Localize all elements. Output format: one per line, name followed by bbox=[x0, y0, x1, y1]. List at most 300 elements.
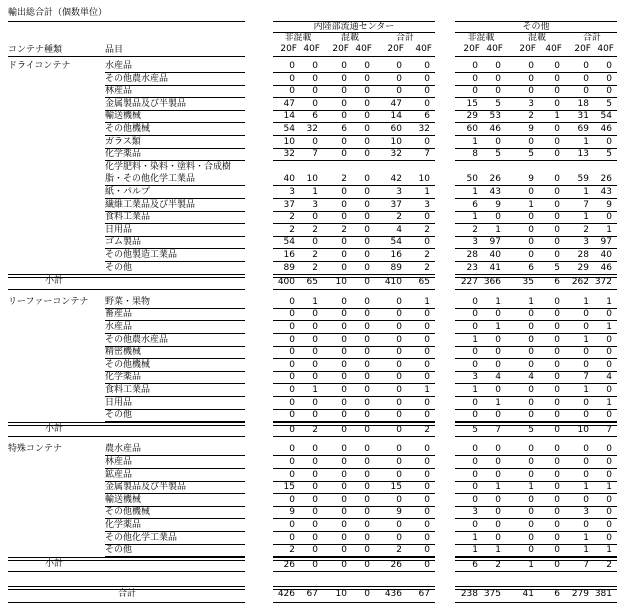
other-value: 0 bbox=[554, 73, 560, 84]
inland-size-header: 40F bbox=[355, 44, 372, 54]
inland-value: 0 bbox=[341, 347, 347, 358]
inland-value: 0 bbox=[341, 444, 347, 455]
row-rule bbox=[455, 56, 617, 57]
subtotal-label: 小計 bbox=[45, 276, 64, 287]
item-label: 金属製品及び半製品 bbox=[105, 98, 187, 109]
inland-value: 0 bbox=[341, 359, 347, 370]
other-value: 0 bbox=[528, 86, 534, 97]
item-label: その他 bbox=[105, 262, 133, 273]
inland-value: 0 bbox=[341, 469, 347, 480]
other-value: 0 bbox=[554, 322, 560, 332]
inland-value: 0 bbox=[289, 61, 295, 71]
inland-value: 0 bbox=[396, 309, 402, 320]
inland-value: 0 bbox=[396, 73, 402, 84]
inland-value: 2 bbox=[312, 224, 318, 235]
inland-value: 10 bbox=[283, 136, 295, 147]
other-size-header: 20F bbox=[519, 44, 536, 54]
other-value: 7 bbox=[583, 199, 589, 210]
other-value: 0 bbox=[472, 61, 478, 71]
other-value: 0 bbox=[554, 359, 560, 370]
other-value: 1 bbox=[583, 482, 589, 493]
inland-subtotal-value: 0 bbox=[396, 424, 402, 435]
other-value: 0 bbox=[472, 347, 478, 358]
inland-value: 2 bbox=[424, 262, 430, 273]
item-label: その他機械 bbox=[105, 359, 151, 370]
row-rule bbox=[273, 320, 435, 321]
inland-mixed-header: 混載 bbox=[340, 33, 359, 43]
other-value: 50 bbox=[466, 174, 478, 185]
other-value: 0 bbox=[528, 61, 534, 71]
other-value: 6 bbox=[472, 199, 478, 210]
inland-value: 0 bbox=[289, 520, 295, 530]
inland-value: 0 bbox=[289, 73, 295, 84]
other-value: 41 bbox=[489, 262, 501, 273]
other-subtotal-value: 5 bbox=[472, 424, 478, 435]
inland-value: 0 bbox=[312, 86, 318, 97]
inland-value: 0 bbox=[312, 457, 318, 467]
inland-value: 0 bbox=[364, 457, 370, 467]
other-value: 4 bbox=[495, 372, 501, 383]
inland-value: 0 bbox=[424, 73, 430, 84]
inland-value: 2 bbox=[424, 224, 430, 235]
inland-value: 0 bbox=[312, 372, 318, 383]
group-header-other: その他 bbox=[522, 22, 550, 32]
other-value: 1 bbox=[583, 296, 589, 307]
inland-value: 0 bbox=[396, 372, 402, 383]
other-value: 4 bbox=[528, 372, 534, 383]
other-value: 0 bbox=[528, 224, 534, 235]
inland-value: 0 bbox=[364, 507, 370, 518]
other-value: 28 bbox=[466, 250, 478, 260]
item-label: 鉱産品 bbox=[105, 469, 133, 480]
other-value: 1 bbox=[583, 212, 589, 223]
inland-value: 1 bbox=[424, 187, 430, 197]
other-value: 1 bbox=[495, 397, 501, 408]
inland-value: 2 bbox=[289, 545, 295, 556]
other-value: 53 bbox=[489, 111, 501, 122]
inland-subtotal-value: 26 bbox=[283, 559, 295, 570]
double-rule bbox=[8, 274, 245, 278]
inland-total-header: 合計 bbox=[395, 33, 414, 43]
inland-value: 0 bbox=[341, 322, 347, 332]
item-label: その他製造工業品 bbox=[105, 250, 178, 260]
item-label: 日用品 bbox=[105, 397, 133, 408]
inland-value: 0 bbox=[289, 296, 295, 307]
other-subtotal-value: 6 bbox=[472, 559, 478, 570]
inland-value: 3 bbox=[424, 199, 430, 210]
other-non-mixed-header: 非混載 bbox=[467, 33, 495, 43]
item-label: 水産品 bbox=[105, 322, 133, 332]
other-value: 54 bbox=[600, 111, 612, 122]
inland-value: 0 bbox=[289, 334, 295, 345]
inland-value: 6 bbox=[424, 111, 430, 122]
other-value: 0 bbox=[495, 347, 501, 358]
other-value: 0 bbox=[528, 136, 534, 147]
other-value: 0 bbox=[495, 532, 501, 543]
inland-value: 54 bbox=[390, 237, 402, 248]
other-value: 59 bbox=[577, 174, 589, 185]
other-value: 13 bbox=[577, 149, 589, 160]
other-grand-value: 41 bbox=[522, 589, 534, 599]
item-label: 水産品 bbox=[105, 61, 133, 71]
inland-value: 32 bbox=[306, 124, 318, 134]
inland-value: 0 bbox=[289, 494, 295, 505]
other-value: 0 bbox=[606, 410, 612, 421]
other-total-header: 合計 bbox=[582, 33, 601, 43]
other-value: 0 bbox=[554, 482, 560, 493]
inland-value: 14 bbox=[390, 111, 402, 122]
other-value: 0 bbox=[495, 61, 501, 71]
row-rule bbox=[105, 518, 245, 519]
inland-value: 32 bbox=[390, 149, 402, 160]
other-value: 0 bbox=[583, 309, 589, 320]
row-rule bbox=[105, 383, 245, 384]
inland-value: 0 bbox=[312, 444, 318, 455]
inland-value: 0 bbox=[424, 212, 430, 223]
other-value: 0 bbox=[495, 520, 501, 530]
inland-value: 0 bbox=[364, 98, 370, 109]
item-label: その他機械 bbox=[105, 124, 151, 134]
other-value: 0 bbox=[528, 250, 534, 260]
other-value: 0 bbox=[583, 457, 589, 467]
item-label: 化学薬品 bbox=[105, 149, 142, 160]
inland-value: 0 bbox=[424, 359, 430, 370]
other-value: 0 bbox=[528, 347, 534, 358]
other-value: 0 bbox=[554, 199, 560, 210]
inland-value: 0 bbox=[341, 296, 347, 307]
inland-value: 0 bbox=[289, 410, 295, 421]
inland-value: 47 bbox=[390, 98, 402, 109]
inland-value: 2 bbox=[424, 250, 430, 260]
inland-value: 3 bbox=[396, 187, 402, 197]
other-value: 0 bbox=[554, 212, 560, 223]
other-value: 4 bbox=[606, 372, 612, 383]
inland-value: 9 bbox=[289, 507, 295, 518]
other-value: 0 bbox=[472, 309, 478, 320]
inland-value: 0 bbox=[424, 98, 430, 109]
other-value: 23 bbox=[466, 262, 478, 273]
page-title: 輸出総合計（個数単位） bbox=[8, 8, 108, 18]
other-value: 0 bbox=[528, 385, 534, 395]
other-value: 1 bbox=[472, 187, 478, 197]
inland-value: 60 bbox=[390, 124, 402, 134]
inland-value: 0 bbox=[396, 469, 402, 480]
inland-value: 37 bbox=[283, 199, 295, 210]
inland-value: 0 bbox=[289, 347, 295, 358]
item-label: 食料工業品 bbox=[105, 385, 151, 395]
inland-value: 0 bbox=[396, 296, 402, 307]
other-value: 0 bbox=[472, 410, 478, 421]
inland-subtotal-value: 0 bbox=[312, 559, 318, 570]
row-rule bbox=[273, 571, 435, 572]
inland-value: 0 bbox=[341, 237, 347, 248]
other-value: 1 bbox=[472, 545, 478, 556]
inland-value: 0 bbox=[341, 410, 347, 421]
other-value: 1 bbox=[583, 334, 589, 345]
item-label: その他 bbox=[105, 545, 133, 556]
row-rule bbox=[105, 122, 245, 123]
item-label: 野菜・果物 bbox=[105, 296, 151, 307]
inland-value: 0 bbox=[341, 457, 347, 467]
other-value: 1 bbox=[472, 532, 478, 543]
inland-value: 0 bbox=[424, 410, 430, 421]
inland-value: 0 bbox=[364, 469, 370, 480]
other-value: 1 bbox=[583, 532, 589, 543]
inland-subtotal-value: 410 bbox=[384, 277, 402, 288]
other-size-header: 20F bbox=[574, 44, 591, 54]
inland-value: 0 bbox=[312, 507, 318, 518]
other-size-header: 40F bbox=[545, 44, 562, 54]
other-value: 0 bbox=[472, 86, 478, 97]
other-subtotal-value: 7 bbox=[495, 424, 501, 435]
other-value: 5 bbox=[554, 262, 560, 273]
other-value: 0 bbox=[583, 494, 589, 505]
other-value: 0 bbox=[554, 545, 560, 556]
other-value: 0 bbox=[554, 224, 560, 235]
inland-value: 0 bbox=[424, 237, 430, 248]
inland-value: 7 bbox=[312, 149, 318, 160]
inland-value: 1 bbox=[424, 296, 430, 307]
other-value: 0 bbox=[472, 482, 478, 493]
other-value: 7 bbox=[583, 372, 589, 383]
inland-grand-value: 67 bbox=[418, 589, 430, 599]
other-value: 0 bbox=[472, 520, 478, 530]
other-value: 9 bbox=[528, 124, 534, 134]
other-value: 0 bbox=[495, 359, 501, 370]
row-rule bbox=[455, 185, 617, 186]
inland-value: 0 bbox=[424, 457, 430, 467]
other-value: 43 bbox=[489, 187, 501, 197]
inland-value: 0 bbox=[312, 334, 318, 345]
inland-value: 2 bbox=[289, 224, 295, 235]
other-value: 6 bbox=[528, 262, 534, 273]
row-rule bbox=[8, 21, 245, 22]
row-rule bbox=[455, 436, 617, 437]
other-value: 0 bbox=[528, 187, 534, 197]
other-subtotal-value: 35 bbox=[522, 277, 534, 288]
other-subtotal-value: 6 bbox=[554, 277, 560, 288]
row-rule bbox=[273, 383, 435, 384]
inland-value: 0 bbox=[364, 187, 370, 197]
other-subtotal-value: 2 bbox=[495, 559, 501, 570]
inland-value: 0 bbox=[364, 224, 370, 235]
inland-value: 1 bbox=[424, 385, 430, 395]
other-value: 46 bbox=[489, 124, 501, 134]
other-value: 0 bbox=[554, 469, 560, 480]
other-value: 3 bbox=[472, 372, 478, 383]
other-value: 0 bbox=[583, 86, 589, 97]
inland-value: 0 bbox=[424, 334, 430, 345]
inland-value: 0 bbox=[364, 149, 370, 160]
double-rule bbox=[8, 557, 245, 561]
inland-value: 0 bbox=[341, 334, 347, 345]
other-value: 0 bbox=[495, 86, 501, 97]
inland-value: 0 bbox=[341, 262, 347, 273]
inland-value: 0 bbox=[312, 410, 318, 421]
inland-value: 0 bbox=[364, 309, 370, 320]
other-value: 0 bbox=[554, 347, 560, 358]
other-subtotal-value: 0 bbox=[554, 424, 560, 435]
other-value: 0 bbox=[495, 444, 501, 455]
inland-value: 2 bbox=[289, 212, 295, 223]
inland-value: 1 bbox=[312, 296, 318, 307]
inland-value: 2 bbox=[341, 224, 347, 235]
row-rule bbox=[8, 602, 245, 603]
row-rule bbox=[273, 122, 435, 123]
other-value: 1 bbox=[495, 224, 501, 235]
other-value: 0 bbox=[472, 469, 478, 480]
inland-value: 0 bbox=[364, 410, 370, 421]
subtotal-label: 小計 bbox=[45, 558, 64, 569]
inland-size-header: 20F bbox=[332, 44, 349, 54]
inland-subtotal-value: 0 bbox=[364, 277, 370, 288]
other-value: 0 bbox=[606, 444, 612, 455]
other-value: 2 bbox=[528, 111, 534, 122]
other-value: 3 bbox=[472, 237, 478, 248]
other-value: 1 bbox=[606, 482, 612, 493]
other-value: 0 bbox=[528, 309, 534, 320]
inland-value: 0 bbox=[289, 372, 295, 383]
other-value: 0 bbox=[528, 444, 534, 455]
other-value: 1 bbox=[528, 482, 534, 493]
other-value: 0 bbox=[606, 507, 612, 518]
inland-value: 16 bbox=[390, 250, 402, 260]
row-rule bbox=[273, 289, 435, 290]
other-value: 0 bbox=[583, 397, 589, 408]
inland-grand-value: 10 bbox=[335, 589, 347, 599]
section-label: ドライコンテナ bbox=[8, 61, 71, 71]
other-value: 3 bbox=[528, 98, 534, 109]
other-size-header: 40F bbox=[597, 44, 614, 54]
other-value: 0 bbox=[528, 469, 534, 480]
inland-value: 0 bbox=[312, 309, 318, 320]
inland-value: 40 bbox=[283, 174, 295, 185]
inland-value: 0 bbox=[341, 397, 347, 408]
row-rule bbox=[8, 571, 245, 572]
item-label: 金属製品及び半製品 bbox=[105, 482, 187, 493]
inland-value: 0 bbox=[364, 73, 370, 84]
other-subtotal-value: 262 bbox=[571, 277, 589, 288]
inland-value: 0 bbox=[424, 507, 430, 518]
inland-value: 0 bbox=[312, 545, 318, 556]
other-value: 0 bbox=[495, 410, 501, 421]
other-value: 15 bbox=[466, 98, 478, 109]
inland-value: 0 bbox=[341, 98, 347, 109]
inland-subtotal-value: 400 bbox=[277, 277, 295, 288]
inland-value: 0 bbox=[312, 520, 318, 530]
section-label: リーファーコンテナ bbox=[8, 296, 89, 307]
row-rule bbox=[455, 320, 617, 321]
inland-value: 0 bbox=[312, 494, 318, 505]
other-value: 0 bbox=[606, 347, 612, 358]
other-value: 2 bbox=[583, 224, 589, 235]
inland-value: 0 bbox=[364, 111, 370, 122]
inland-value: 0 bbox=[364, 385, 370, 395]
other-value: 0 bbox=[528, 410, 534, 421]
inland-value: 0 bbox=[364, 296, 370, 307]
other-value: 0 bbox=[606, 457, 612, 467]
inland-value: 0 bbox=[289, 444, 295, 455]
inland-subtotal-value: 0 bbox=[424, 559, 430, 570]
inland-value: 0 bbox=[364, 347, 370, 358]
other-value: 0 bbox=[528, 545, 534, 556]
inland-value: 0 bbox=[364, 322, 370, 332]
inland-value: 0 bbox=[312, 322, 318, 332]
other-size-header: 40F bbox=[486, 44, 503, 54]
other-value: 0 bbox=[472, 457, 478, 467]
inland-value: 0 bbox=[341, 149, 347, 160]
inland-value: 0 bbox=[364, 124, 370, 134]
inland-value: 0 bbox=[364, 397, 370, 408]
other-subtotal-value: 0 bbox=[554, 559, 560, 570]
inland-value: 0 bbox=[364, 212, 370, 223]
inland-value: 0 bbox=[289, 457, 295, 467]
other-value: 0 bbox=[554, 397, 560, 408]
container-type-header: コンテナ種類 bbox=[8, 45, 63, 55]
inland-value: 0 bbox=[364, 334, 370, 345]
inland-value: 0 bbox=[341, 136, 347, 147]
other-value: 0 bbox=[472, 73, 478, 84]
inland-value: 0 bbox=[364, 359, 370, 370]
row-rule bbox=[455, 455, 617, 456]
inland-grand-value: 67 bbox=[306, 589, 318, 599]
inland-value: 0 bbox=[312, 347, 318, 358]
other-value: 29 bbox=[577, 262, 589, 273]
inland-value: 10 bbox=[306, 174, 318, 185]
other-value: 43 bbox=[600, 187, 612, 197]
other-subtotal-value: 7 bbox=[583, 559, 589, 570]
inland-value: 14 bbox=[283, 111, 295, 122]
other-value: 0 bbox=[583, 469, 589, 480]
item-label: 脂・その他化学工業品 bbox=[105, 174, 196, 185]
item-label: その他機械 bbox=[105, 507, 151, 518]
inland-value: 0 bbox=[396, 359, 402, 370]
inland-value: 54 bbox=[283, 237, 295, 248]
inland-value: 0 bbox=[312, 73, 318, 84]
other-value: 0 bbox=[528, 520, 534, 530]
other-value: 0 bbox=[606, 494, 612, 505]
other-value: 40 bbox=[489, 250, 501, 260]
row-rule bbox=[273, 160, 435, 161]
inland-value: 0 bbox=[424, 469, 430, 480]
inland-subtotal-value: 65 bbox=[418, 277, 430, 288]
other-value: 0 bbox=[495, 494, 501, 505]
section-label: 特殊コンテナ bbox=[8, 444, 63, 455]
inland-value: 0 bbox=[424, 61, 430, 71]
inland-value: 0 bbox=[396, 322, 402, 332]
row-rule bbox=[273, 56, 435, 57]
inland-value: 0 bbox=[396, 457, 402, 467]
inland-value: 0 bbox=[312, 237, 318, 248]
inland-size-header: 20F bbox=[387, 44, 404, 54]
item-label: 林産品 bbox=[105, 457, 133, 467]
item-label: 輸送機械 bbox=[105, 494, 142, 505]
other-value: 0 bbox=[472, 397, 478, 408]
inland-value: 15 bbox=[283, 482, 295, 493]
other-value: 0 bbox=[583, 61, 589, 71]
other-value: 2 bbox=[472, 224, 478, 235]
row-rule bbox=[8, 436, 245, 437]
inland-value: 0 bbox=[364, 136, 370, 147]
other-value: 0 bbox=[554, 86, 560, 97]
item-label: 日用品 bbox=[105, 224, 133, 235]
row-rule bbox=[455, 122, 617, 123]
other-value: 46 bbox=[600, 262, 612, 273]
inland-value: 15 bbox=[390, 482, 402, 493]
other-mixed-header: 混載 bbox=[527, 33, 546, 43]
inland-value: 0 bbox=[312, 532, 318, 543]
row-rule bbox=[455, 289, 617, 290]
